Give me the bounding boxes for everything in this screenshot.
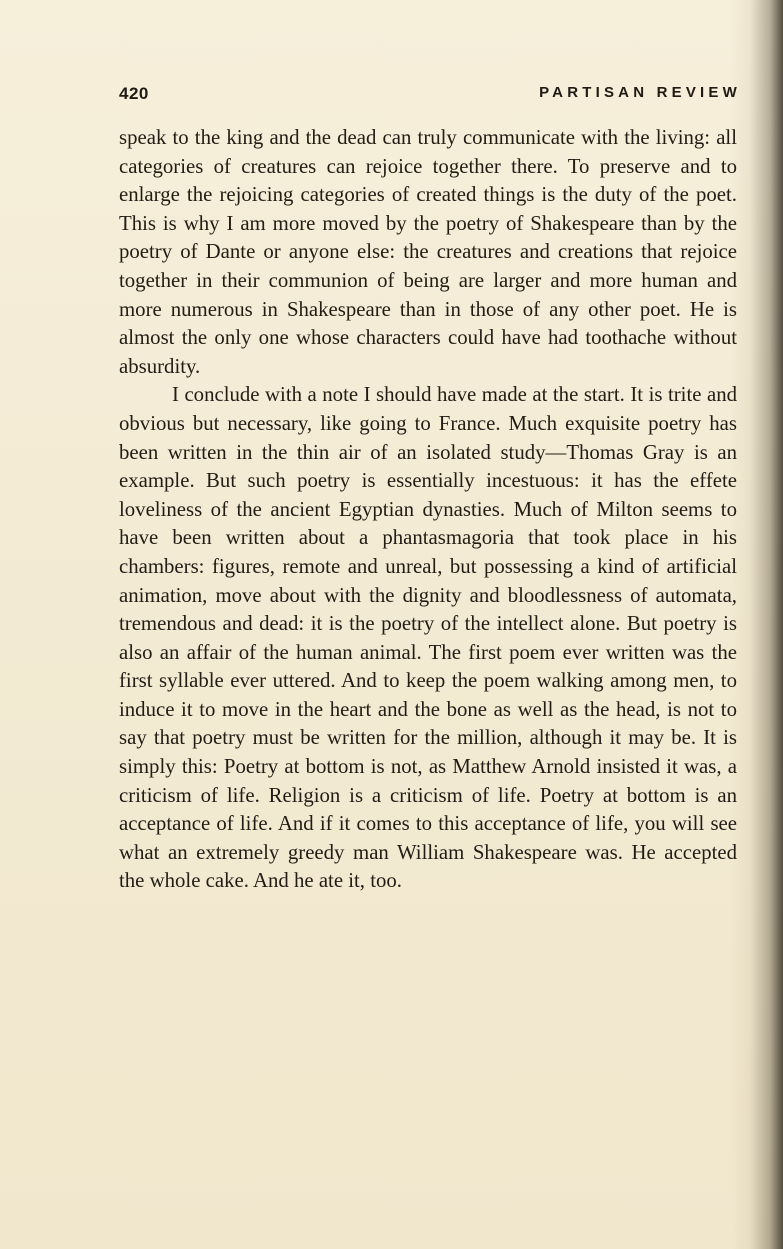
journal-title: PARTISAN REVIEW [539,84,741,101]
paragraph-continued: speak to the king and the dead can truly communicate with the living: all categories of creatures can rejoice together there. To preserve and to enlarge the rejoicing categories of created things is the duty of the poet. This is why I am more moved by the poetry of Shakespeare than by the poetry of Dante or anyone else: the creatures and creations that rejoice together in their communion of being are larger and more human and more numerous in Shakespeare than in those of any other poet. He is almost the only one whose characters could have had toothache without absurdity. [119,126,737,378]
page-number: 420 [119,84,149,103]
body-text [119,124,737,896]
paragraph-conclusion: I conclude with a note I should have made at the start. It is trite and obvious but necessary, like going to France. Much exquisite poetry has been written in the thin air of an isolated study—Thomas Gray is an example. But such poetry is essentially incestuous: it has the effete loveliness of the ancient Egyptian dynasties. Much of Milton seems to have been written about a phantasmagoria that took place in his chambers: figures, remote and unreal, but possessing a kind of artificial animation, move about with the dignity and bloodlessness of automata, tremendous and dead: it is the poetry of the intellect alone. But poetry is also an affair of the human animal. The first poem ever written was the first syllable ever uttered. And to keep the poem walking among men, to induce it to move in the heart and the bone as well as the head, is not to say that poetry must be written for the million, although it may be. It is simply this: Poetry at bottom is not, as Matthew Arnold insisted it was, a criticism of life. Religion is a criticism of life. Poetry at bottom is an acceptance of life. And if it comes to this acceptance of life, you will see what an extremely greedy man William Shakespeare was. He accepted the whole cake. And he ate it, too. [119,383,737,893]
running-header [119,84,741,106]
